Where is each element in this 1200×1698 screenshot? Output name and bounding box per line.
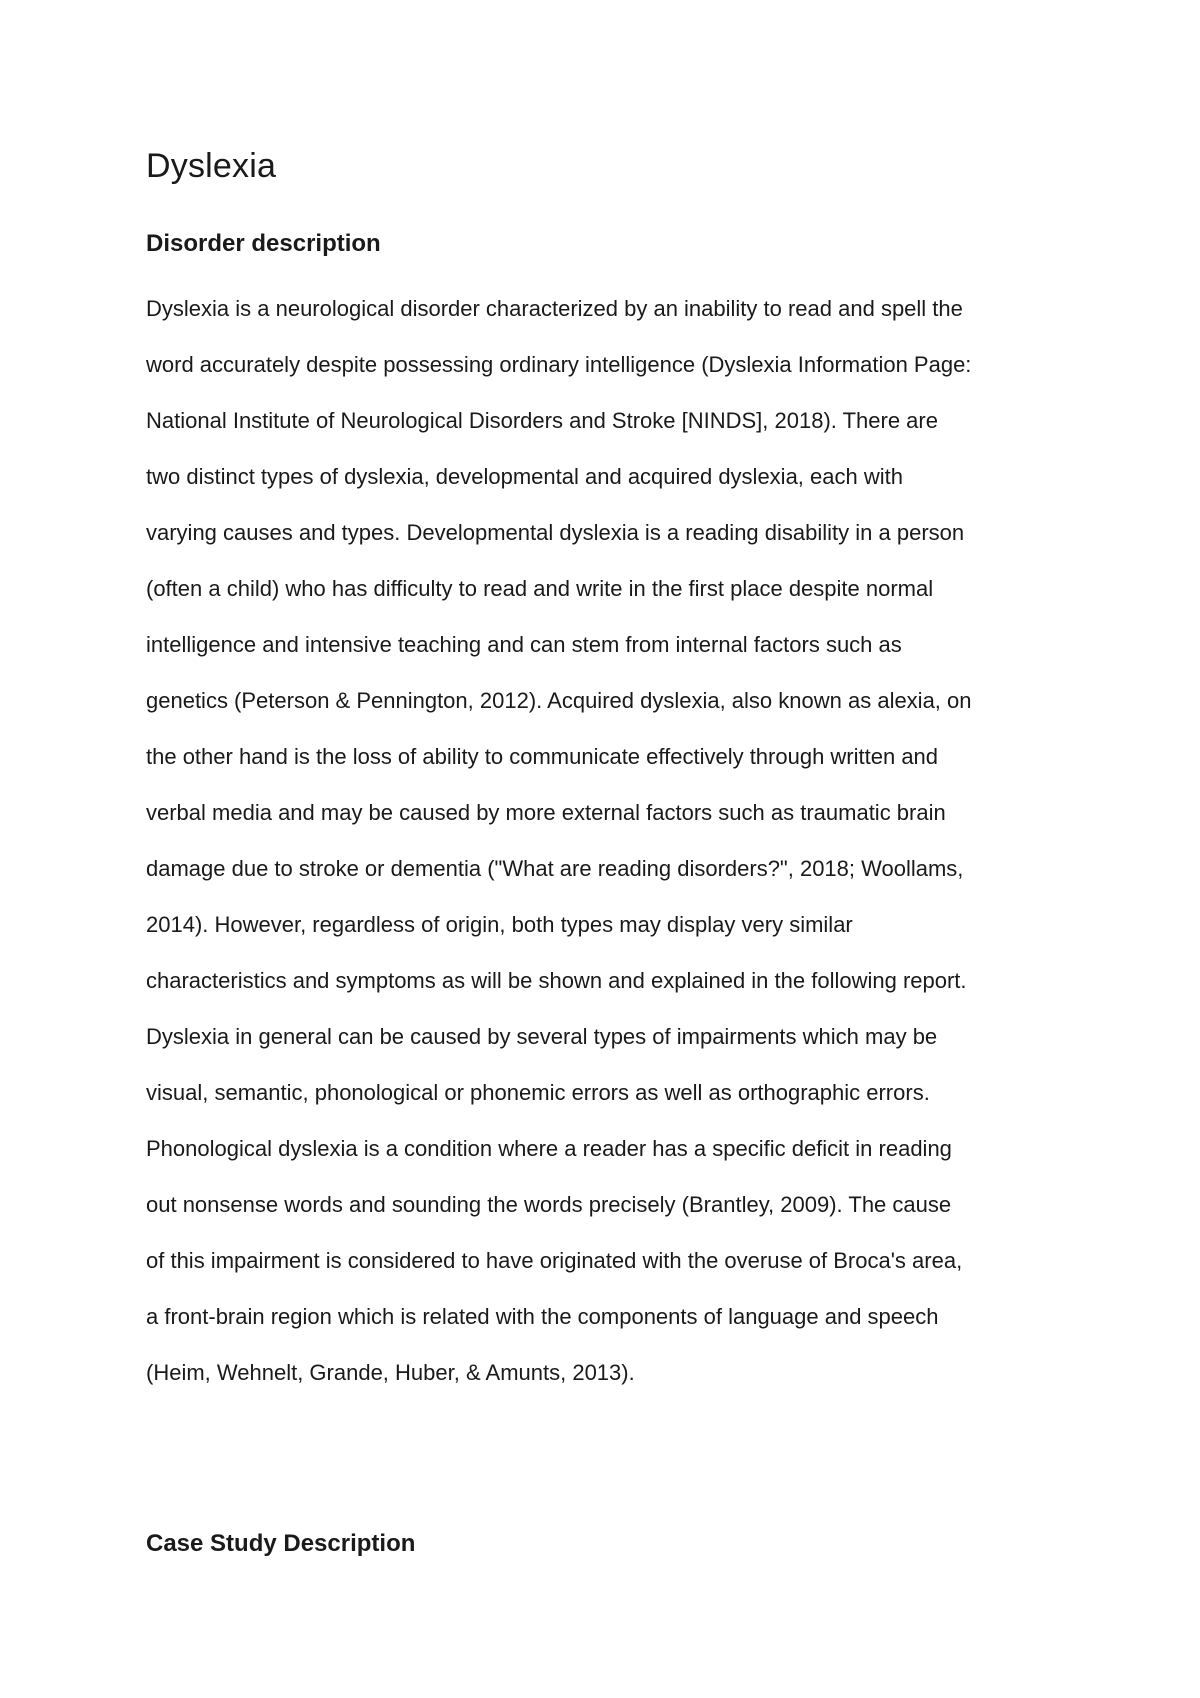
paragraph-line: of this impairment is considered to have originated with the overuse of Broca's area, (146, 1248, 963, 1273)
paragraph-line: genetics (Peterson & Pennington, 2012). Acquired dyslexia, also known as alexia, on (146, 688, 972, 713)
paragraph-line: a front-brain region which is related with the components of language and speech (146, 1304, 939, 1329)
paragraph-line: characteristics and symptoms as will be shown and explained in the following report. (146, 968, 967, 993)
paragraph-line: Phonological dyslexia is a condition where a reader has a specific deficit in reading (146, 1136, 952, 1161)
paragraph-line: (often a child) who has difficulty to read and write in the first place despite normal (146, 576, 934, 601)
paragraph-line: verbal media and may be caused by more external factors such as traumatic brain (146, 800, 946, 825)
section-heading-disorder-description: Disorder description (146, 230, 381, 257)
paragraph-line: visual, semantic, phonological or phonemic errors as well as orthographic errors. (146, 1080, 930, 1105)
paragraph-line: two distinct types of dyslexia, developmental and acquired dyslexia, each with (146, 464, 903, 489)
paragraph-line: National Institute of Neurological Disorders and Stroke [NINDS], 2018). There are (146, 408, 938, 433)
section-heading-case-study-description: Case Study Description (146, 1530, 416, 1557)
paragraph-line: damage due to stroke or dementia ("What are reading disorders?", 2018; Woollams, (146, 856, 964, 881)
paragraph-line: word accurately despite possessing ordinary intelligence (Dyslexia Information Page: (146, 352, 972, 377)
paragraph-line: Dyslexia is a neurological disorder characterized by an inability to read and spell the (146, 296, 963, 321)
paragraph-line: (Heim, Wehnelt, Grande, Huber, & Amunts, 2013). (146, 1360, 635, 1385)
paragraph-line: varying causes and types. Developmental dyslexia is a reading disability in a person (146, 520, 965, 545)
paragraph-line: out nonsense words and sounding the words precisely (Brantley, 2009). The cause (146, 1192, 952, 1217)
paragraph-line: 2014). However, regardless of origin, both types may display very similar (146, 912, 853, 937)
paragraph-line: Dyslexia in general can be caused by several types of impairments which may be (146, 1024, 938, 1049)
paragraph-line: intelligence and intensive teaching and can stem from internal factors such as (146, 632, 902, 657)
document-title: Dyslexia (146, 147, 277, 185)
disorder-description-paragraph (146, 288, 1096, 1408)
paragraph-line: the other hand is the loss of ability to communicate effectively through written and (146, 744, 939, 769)
